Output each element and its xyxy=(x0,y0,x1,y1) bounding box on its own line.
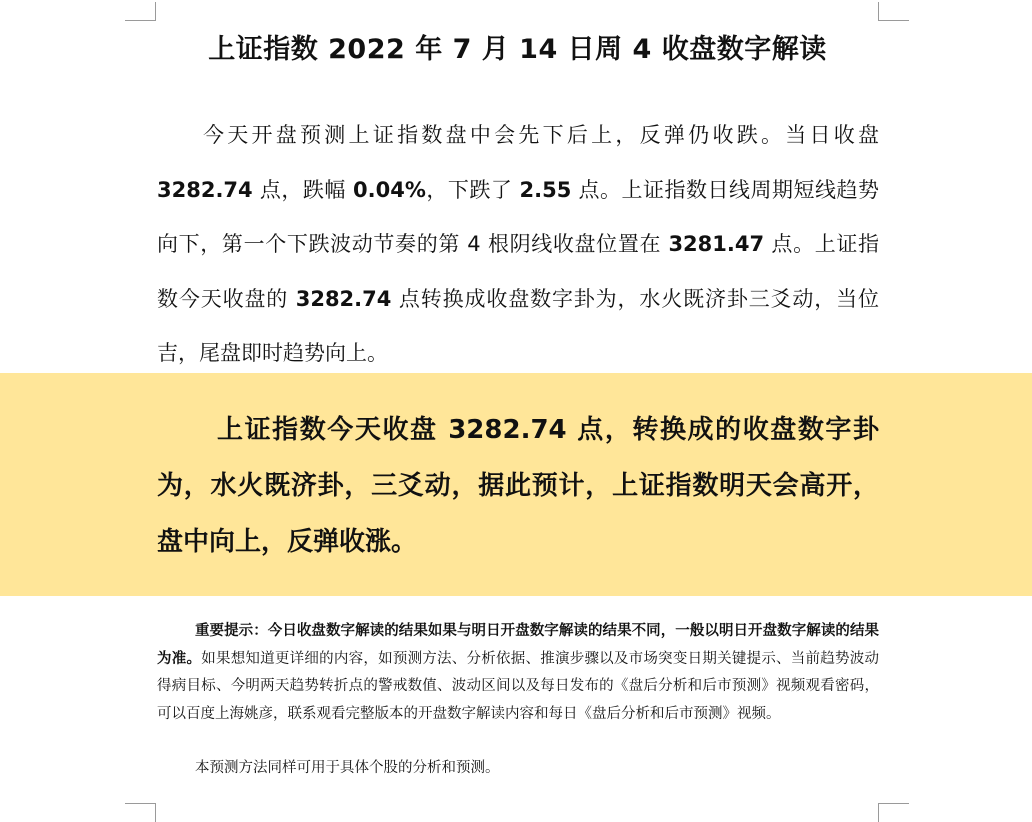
change-points: 2.55 xyxy=(519,177,572,202)
position-value: 3281.47 xyxy=(668,232,765,256)
page-corner-mark-top-left xyxy=(125,2,156,21)
page-corner-mark-top-right xyxy=(878,2,909,21)
page-corner-mark-bottom-right xyxy=(878,803,909,822)
notice-bold-text: 重要提示：今日收盘数字解读的结果如果与明日开盘数字解读的结果不同，一般以明日开盘数字解读的结果为准。 xyxy=(157,623,879,667)
change-percent: 0.04% xyxy=(353,177,426,202)
important-notice xyxy=(157,618,879,728)
close-value: 3282.74 xyxy=(157,177,253,202)
document-title: 上证指数 2022 年 7 月 14 日周 4 收盘数字解读 xyxy=(208,34,827,65)
notice-body-text: 如果想知道更详细的内容，如预测方法、分析依据、推演步骤以及市场突变日期关键提示、当前趋势波动得病目标、今明两天趋势转折点的警戒数值、波动区间以及每日发布的《盘后分析和后市预测》视频观看密码，可以百度上海姚彦，联系观看完整版本的开盘数字解读内容和每日《盘后分析和后市预测》视频。 xyxy=(157,650,879,722)
close-value-2: 3282.74 xyxy=(295,286,392,311)
paragraph-text: 点转换成收盘数字卦为，水火既济卦三爻动，当位吉，尾盘即时趋势向上。 xyxy=(157,286,880,365)
footer-note: 本预测方法同样可用于具体个股的分析和预测。 xyxy=(195,760,500,776)
paragraph-text: ，下跌了 xyxy=(425,177,513,202)
paragraph-text: 点。上证指数今天收盘的 xyxy=(157,232,879,311)
page-corner-mark-bottom-left xyxy=(125,803,156,822)
paragraph-text: 点，跌幅 xyxy=(259,177,346,202)
analysis-paragraph xyxy=(157,108,879,381)
highlight-prediction-text: 上证指数今天收盘 3282.74 点，转换成的收盘数字卦为，水火既济卦，三爻动，据此预计，上证指数明天会高开，盘中向上，反弹收涨。 xyxy=(157,415,879,557)
paragraph-text: 点。上证指数日线周期短线趋势向下，第一个下跌波动节奏的第 4 根阴线收盘位置在 xyxy=(157,177,879,256)
paragraph-text: 今天开盘预测上证指数盘中会先下后上，反弹仍收跌。当日收盘 xyxy=(203,123,879,147)
